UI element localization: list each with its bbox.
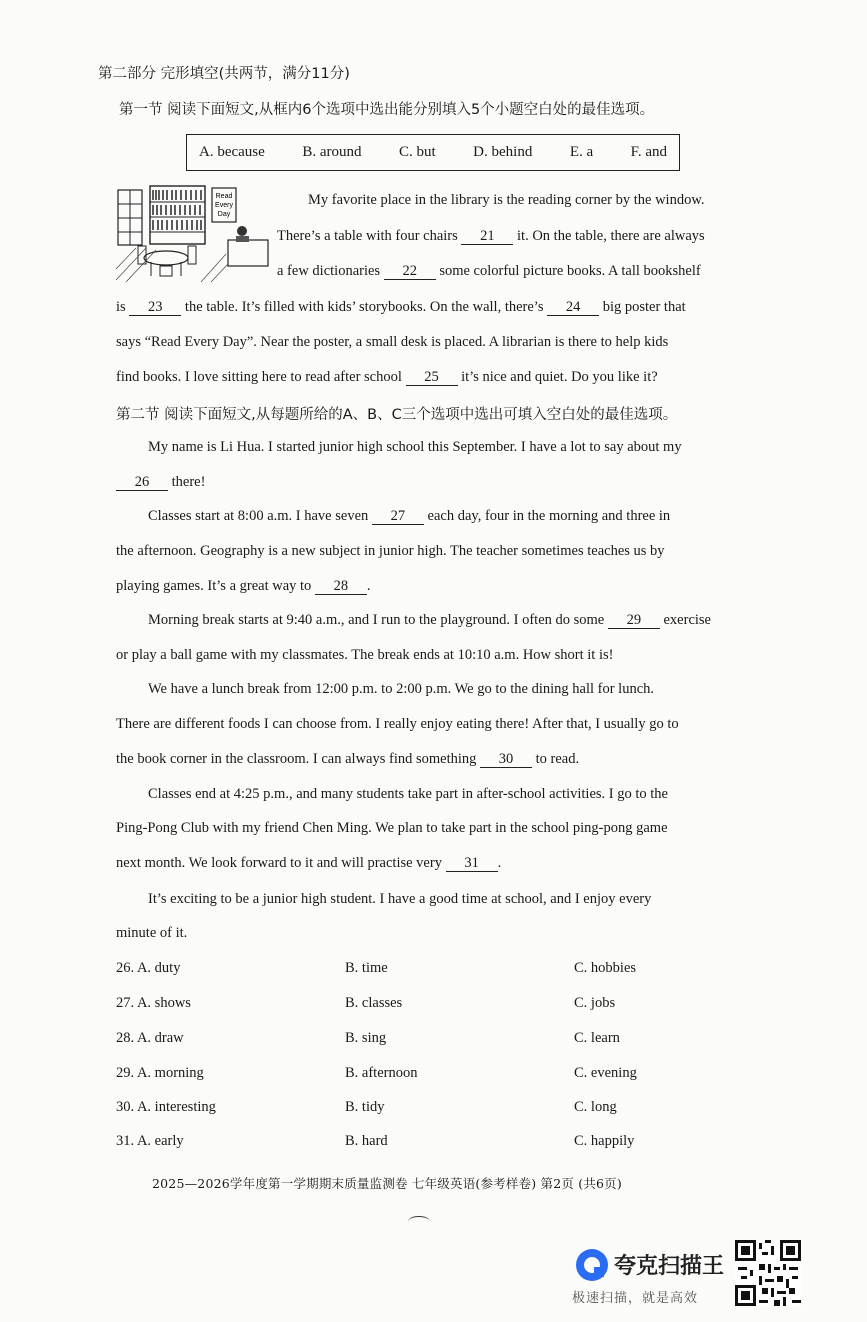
qr-code-icon bbox=[735, 1240, 801, 1306]
blank-21[interactable]: 21 bbox=[461, 229, 513, 245]
choice-a[interactable]: 29. A. morning bbox=[116, 1065, 204, 1081]
option-f: F. and bbox=[630, 144, 667, 160]
page-footer: 2025—2026学年度第一学期期末质量监测卷 七年级英语(参考样卷) 第2页 (共6页) bbox=[152, 1176, 622, 1191]
passage2-line15: minute of it. bbox=[116, 925, 188, 941]
option-d: D. behind bbox=[473, 144, 533, 160]
library-illustration bbox=[116, 184, 271, 282]
passage2-line6: Morning break starts at 9:40 a.m., and I run to the playground. I often do some 29 exercise bbox=[148, 612, 711, 628]
choice-b[interactable]: B. tidy bbox=[345, 1099, 385, 1115]
poster-word-2: Every bbox=[215, 202, 233, 209]
passage2-line8: We have a lunch break from 12:00 p.m. to 2:00 p.m. We go to the dining hall for lunch. bbox=[148, 681, 654, 697]
choice-b[interactable]: B. classes bbox=[345, 995, 403, 1011]
poster-word-1: Read bbox=[215, 193, 233, 200]
option-b: B. around bbox=[302, 144, 362, 160]
choice-c[interactable]: C. evening bbox=[574, 1065, 637, 1081]
passage1-line4: is 23 the table. It’s filled with kids’ storybooks. On the wall, there’s 24 big poster that bbox=[116, 299, 686, 315]
scanner-slogan: 极速扫描，就是高效 bbox=[572, 1291, 699, 1306]
part-title: 第二部分 完形填空(共两节，满分11分) bbox=[98, 66, 350, 82]
choice-b[interactable]: B. time bbox=[345, 960, 388, 976]
choice-a[interactable]: 31. A. early bbox=[116, 1133, 184, 1149]
option-box bbox=[186, 134, 680, 171]
blank-24[interactable]: 24 bbox=[547, 300, 599, 316]
passage2-line10: the book corner in the classroom. I can always find something 30 to read. bbox=[116, 751, 580, 767]
choice-c[interactable]: C. learn bbox=[574, 1030, 620, 1046]
binding-mark-icon bbox=[408, 1216, 430, 1227]
passage1-line1: My favorite place in the library is the reading corner by the window. bbox=[308, 192, 705, 208]
scanner-logo-icon bbox=[574, 1247, 610, 1283]
passage1-line2: There’s a table with four chairs 21 it. On the table, there are always bbox=[277, 228, 705, 244]
section2-instruction: 第二节 阅读下面短文,从每题所给的A、B、C三个选项中选出可填入空白处的最佳选项。 bbox=[116, 407, 678, 423]
choice-a[interactable]: 28. A. draw bbox=[116, 1030, 184, 1046]
section1-instruction: 第一节 阅读下面短文,从框内6个选项中选出能分别填入5个小题空白处的最佳选项。 bbox=[119, 102, 655, 118]
choice-c[interactable]: C. jobs bbox=[574, 995, 616, 1011]
blank-27[interactable]: 27 bbox=[372, 509, 424, 525]
passage1-line5: says “Read Every Day”. Near the poster, a small desk is placed. A librarian is there to help kids bbox=[116, 334, 669, 350]
choice-a[interactable]: 27. A. shows bbox=[116, 995, 191, 1011]
blank-26[interactable]: 26 bbox=[116, 475, 168, 491]
passage2-line4: the afternoon. Geography is a new subject in junior high. The teacher sometimes teaches us by bbox=[116, 543, 665, 559]
passage1-line6: find books. I love sitting here to read after school 25 it’s nice and quiet. Do you like it? bbox=[116, 369, 658, 385]
poster-word-3: Day bbox=[217, 211, 231, 218]
passage2-line1: My name is Li Hua. I started junior high school this September. I have a lot to say about my bbox=[148, 439, 682, 455]
scanner-watermark bbox=[572, 1245, 732, 1307]
passage2-line7: or play a ball game with my classmates. The break ends at 10:10 a.m. How short it is! bbox=[116, 647, 614, 663]
passage2-line3: Classes start at 8:00 a.m. I have seven 27 each day, four in the morning and three in bbox=[148, 508, 671, 524]
choice-b[interactable]: B. sing bbox=[345, 1030, 387, 1046]
blank-31[interactable]: 31 bbox=[446, 856, 498, 872]
passage2-line2: 26 there! bbox=[116, 474, 205, 491]
passage2-line11: Classes end at 4:25 p.m., and many students take part in after-school activities. I go to the bbox=[148, 786, 668, 802]
choice-a[interactable]: 26. A. duty bbox=[116, 960, 181, 976]
choice-c[interactable]: C. hobbies bbox=[574, 960, 637, 976]
blank-25[interactable]: 25 bbox=[406, 370, 458, 386]
blank-28[interactable]: 28 bbox=[315, 579, 367, 595]
blank-30[interactable]: 30 bbox=[480, 752, 532, 768]
blank-29[interactable]: 29 bbox=[608, 613, 660, 629]
choice-c[interactable]: C. happily bbox=[574, 1133, 635, 1149]
blank-23[interactable]: 23 bbox=[129, 300, 181, 316]
scanner-brand-name: 夸克扫描王 bbox=[614, 1254, 725, 1279]
choice-b[interactable]: B. afternoon bbox=[345, 1065, 418, 1081]
option-e: E. a bbox=[569, 144, 594, 160]
passage2-line13: next month. We look forward to it and will practise very 31 . bbox=[116, 855, 502, 871]
option-c: C. but bbox=[398, 144, 436, 160]
passage2-line14: It’s exciting to be a junior high student. I have a good time at school, and I enjoy every bbox=[148, 891, 652, 907]
passage2-line12: Ping-Pong Club with my friend Chen Ming. We plan to take part in the school ping-pong game bbox=[116, 820, 668, 836]
choice-b[interactable]: B. hard bbox=[345, 1133, 388, 1149]
option-a: A. because bbox=[199, 144, 265, 160]
blank-22[interactable]: 22 bbox=[384, 264, 436, 280]
choice-c[interactable]: C. long bbox=[574, 1099, 617, 1115]
choice-a[interactable]: 30. A. interesting bbox=[116, 1099, 216, 1115]
passage1-line3: a few dictionaries 22 some colorful picture books. A tall bookshelf bbox=[277, 263, 701, 279]
passage2-line9: There are different foods I can choose from. I really enjoy eating there! After that, I usually go to bbox=[116, 716, 679, 732]
passage2-line5: playing games. It’s a great way to 28 . bbox=[116, 578, 371, 594]
